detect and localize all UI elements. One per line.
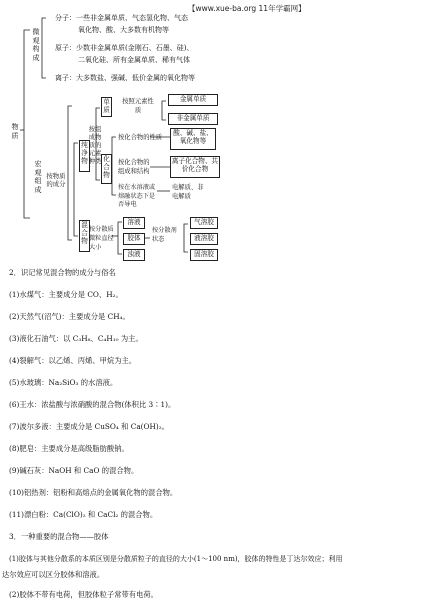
watermark: 【www.xue-ba.org 11年学霸网】 [188, 4, 306, 13]
micro-item-1-line1: 分子：一些非金属单质、气态氢化物、气态 [55, 14, 188, 22]
liquid-sol-box: 液溶胶 [190, 233, 218, 245]
section-2-heading: 2．识记常见混合物的成分与俗名 [9, 268, 116, 277]
text-line: (8)肥皂：主要成分是高级脂肪酸钠。 [9, 444, 129, 453]
text-line: (1)水煤气：主要成分是 CO、H₂。 [9, 290, 123, 299]
text-line: (1)胶体与其他分散系的本质区别是分散质粒子的直径的大小(1～100 nm)，胶体的特性是丁达尔效应；利用 [9, 555, 343, 563]
by-element-count-label: 按组成物质的元素种类 [88, 126, 102, 165]
suspension-box: 浊液 [123, 249, 145, 261]
pure-substance-box: 纯净物 [79, 140, 90, 172]
solid-sol-box: 固溶胶 [190, 249, 218, 261]
by-element-nature-label: 按照元素性质 [122, 98, 154, 114]
classification-diagram [0, 0, 422, 262]
section-3-heading: 3．一种重要的混合物——胶体 [9, 532, 109, 541]
text-line: (4)裂解气：以乙烯、丙烯、甲烷为主。 [9, 356, 137, 365]
colloid-box: 胶体 [123, 233, 145, 245]
simple-substance-box: 单质 [101, 97, 112, 117]
text-line: (6)王水：浓盐酸与浓硝酸的混合物(体积比 3∶1)。 [9, 400, 176, 409]
mixture-box: 混合物 [79, 220, 90, 252]
micro-label: 微观构成 [32, 28, 40, 62]
micro-item-3-line1: 离子：大多数盐、强碱、低价金属的氧化物等 [55, 74, 195, 82]
electrolyte-label: 电解质、非电解质 [172, 184, 204, 200]
root-label: 物质 [11, 123, 19, 140]
ionic-covalent-box: 离子化合物、共价化合物 [170, 156, 220, 178]
metal-simple-box: 金属单质 [168, 94, 218, 106]
text-line: (5)水玻璃：Na₂SiO₃ 的水溶液。 [9, 378, 118, 387]
solution-box: 溶液 [123, 217, 145, 229]
by-substance-count-label: 按物质的成分 [46, 172, 66, 188]
gas-sol-box: 气溶胶 [190, 217, 218, 229]
macro-label: 宏观组成 [34, 160, 42, 194]
text-line: (3)液化石油气：以 C₃H₈、C₄H₁₀ 为主。 [9, 334, 143, 343]
by-composition-label: 按化合物的组成和结构 [118, 159, 150, 175]
micro-item-1-line2: 氧化物、酸、大多数有机物等 [78, 26, 169, 34]
text-line: (11)漂白粉：Ca(ClO)₂ 和 CaCl₂ 的混合物。 [9, 510, 158, 519]
by-ionization-label: 按在水溶液或熔融状态下是否导电 [118, 184, 156, 208]
text-line: (10)铝热剂：铝粉和高熔点的金属氧化物的混合物。 [9, 488, 178, 497]
text-line: (2)天然气(沼气)：主要成分是 CH₄。 [9, 312, 130, 321]
compound-box: 化合物 [101, 154, 112, 184]
by-compound-nature-label: 按化合物的性质 [118, 134, 163, 141]
micro-item-2-line2: 二氧化硅、所有金属单质、稀有气体 [78, 56, 190, 64]
text-line: (7)波尔多液：主要成分是 CuSO₄ 和 Ca(OH)₂。 [9, 422, 169, 431]
micro-item-2-line1: 原子：少数非金属单质(金刚石、石墨、硅)、 [55, 44, 194, 52]
by-particle-size-label: 按分散质微粒直径大小 [89, 226, 114, 251]
acid-base-salt-box: 酸、碱、盐、氧化物等 [170, 128, 216, 150]
text-line: (2)胶体不带有电荷，但胶体粒子常带有电荷。 [9, 590, 158, 599]
text-line: 达尔效应可以区分胶体和溶液。 [2, 570, 105, 579]
nonmetal-simple-box: 非金属单质 [168, 113, 218, 125]
text-line: (9)碱石灰：NaOH 和 CaO 的混合物。 [9, 466, 139, 475]
by-dispersant-state-label: 按分散剂状态 [152, 227, 177, 243]
